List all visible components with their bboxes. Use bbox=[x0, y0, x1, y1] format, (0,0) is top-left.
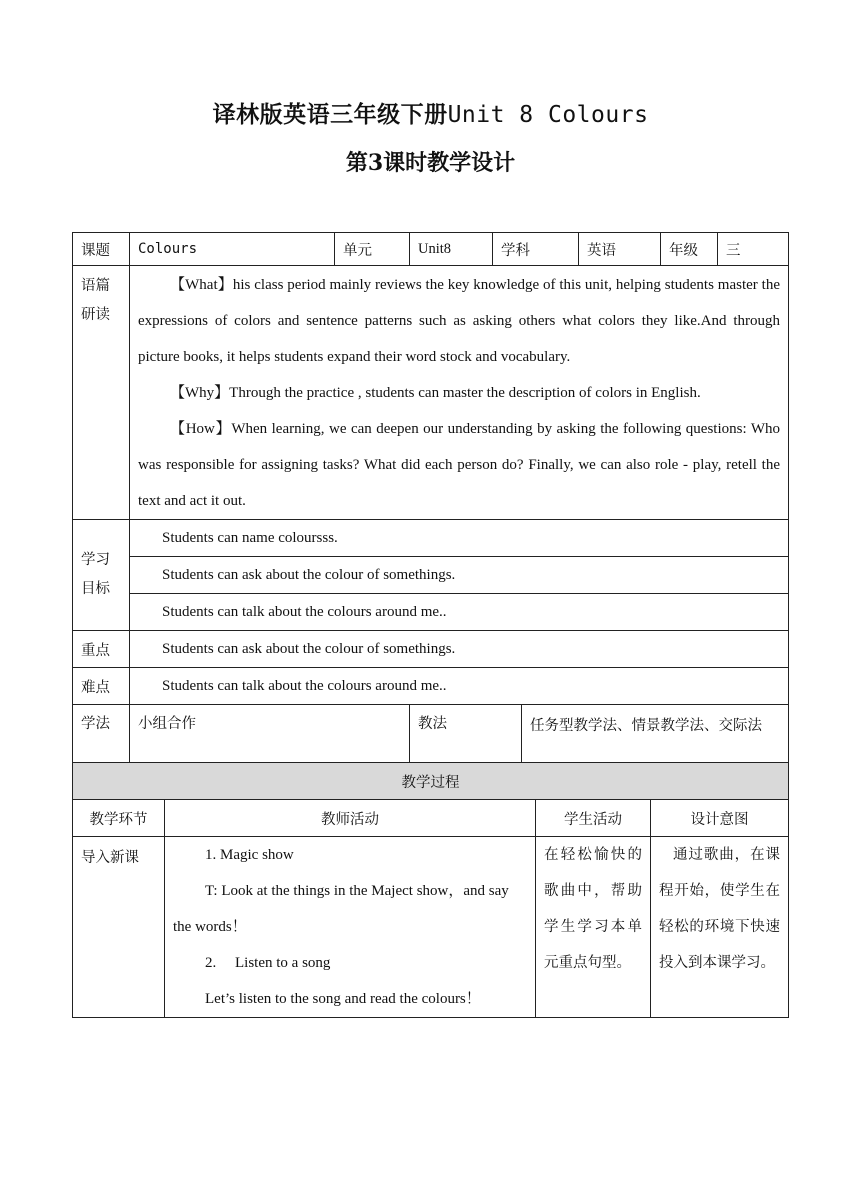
goal-item-1: Students can name coloursss. bbox=[130, 520, 789, 557]
goal-item-3: Students can talk about the colours around me.. bbox=[130, 594, 789, 631]
subject-value: 英语 bbox=[579, 233, 661, 266]
study-method-value: 小组合作 bbox=[130, 705, 410, 764]
difficulty-value: Students can talk about the colours around me.. bbox=[130, 668, 789, 705]
teach-method-label: 教法 bbox=[410, 705, 522, 764]
title-chinese: 译林版英语三年级下册 bbox=[212, 101, 448, 128]
col-teacher: 教师活动 bbox=[165, 800, 536, 837]
grade-label: 年级 bbox=[661, 233, 718, 266]
topic-value: Colours bbox=[130, 233, 335, 266]
reading-content bbox=[130, 266, 789, 520]
col-student: 学生活动 bbox=[536, 800, 651, 837]
subject-label: 学科 bbox=[493, 233, 579, 266]
design-intent: 通过歌曲，在课程开始，使学生在轻松的环境下快速投入到本课学习。 bbox=[659, 847, 780, 971]
goals-label: 学习目标 bbox=[73, 520, 130, 631]
student-activity: 在轻松愉快的歌曲中，帮助学生学习本单元重点句型。 bbox=[544, 847, 642, 971]
study-method-label: 学法 bbox=[73, 705, 130, 764]
teach-method-value: 任务型教学法、情景教学法、交际法 bbox=[522, 705, 789, 764]
col-intent: 设计意图 bbox=[651, 800, 789, 837]
difficulty-label: 难点 bbox=[73, 668, 130, 705]
key-point-value: Students can ask about the colour of somethings. bbox=[130, 631, 789, 668]
col-stage: 教学环节 bbox=[73, 800, 165, 837]
unit-value: Unit8 bbox=[410, 233, 493, 266]
teacher-line-4: Let’s listen to the song and read the colours！ bbox=[205, 991, 481, 1007]
reading-how: 【How】When learning, we can deepen our understanding by asking the following questions: Who was responsible for assigning tasks? What did each person do? Finally, we can also role - play, retell the text and act it out. bbox=[138, 421, 780, 509]
process-header: 教学过程 bbox=[73, 763, 789, 800]
reading-label: 语篇研读 bbox=[73, 266, 130, 520]
process-table bbox=[72, 762, 789, 1018]
teacher-line-2: T: Look at the things in the Maject show，and say the words！ bbox=[173, 883, 509, 935]
reading-why: 【Why】Through the practice , students can master the description of colors in English. bbox=[170, 385, 701, 401]
key-point-label: 重点 bbox=[73, 631, 130, 668]
row-student bbox=[536, 837, 651, 1018]
title-english: Unit 8 Colours bbox=[447, 102, 649, 128]
info-table bbox=[72, 232, 789, 764]
reading-what: 【What】his class period mainly reviews the key knowledge of this unit, helping students master the expressions of colors and sentence patterns such as asking others what colors they like.And through picture books, it helps students expand their word stock and vocabulary. bbox=[138, 277, 780, 365]
topic-label: 课题 bbox=[73, 233, 130, 266]
goal-item-2: Students can ask about the colour of somethings. bbox=[130, 557, 789, 594]
unit-label: 单元 bbox=[335, 233, 410, 266]
teacher-line-1: 1. Magic show bbox=[205, 847, 294, 863]
row-teacher bbox=[165, 837, 536, 1018]
document-title bbox=[0, 96, 861, 129]
row-stage: 导入新课 bbox=[73, 837, 165, 1018]
row-intent bbox=[651, 837, 789, 1018]
teacher-line-3: 2. Listen to a song bbox=[205, 955, 331, 971]
document-subtitle: 第3课时教学设计 bbox=[345, 150, 516, 176]
grade-value: 三 bbox=[718, 233, 789, 266]
